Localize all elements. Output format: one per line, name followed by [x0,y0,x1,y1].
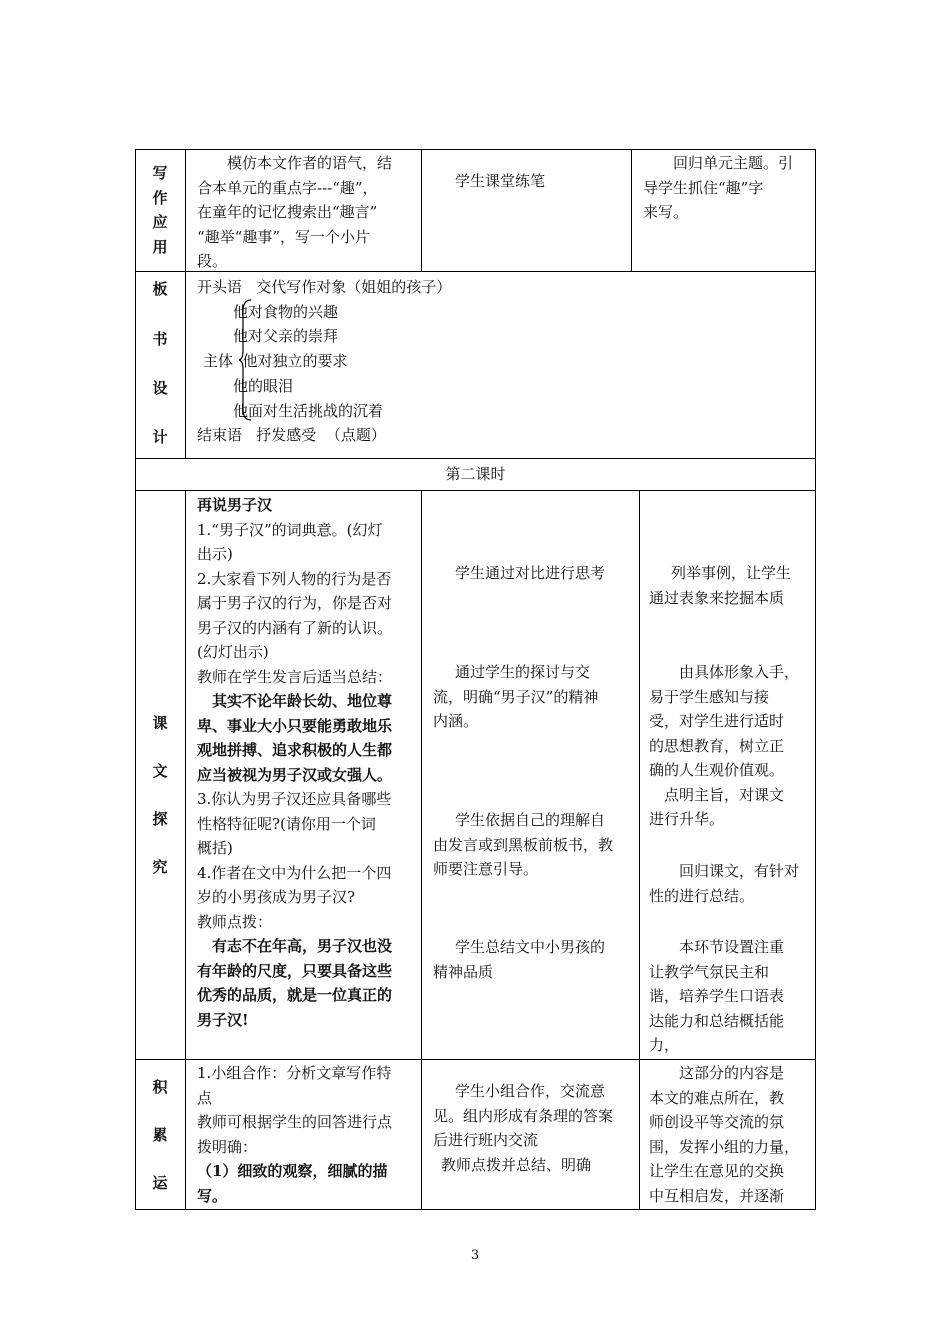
explore-content [197,493,419,1032]
text-line: 见。组内形成有条理的答案 [433,1106,614,1125]
text-line: 学生通过对比进行思考 [455,564,606,582]
board-line: 主体 他对独立的要求 [203,352,348,371]
text-line: 男子汉的内涵有了新的认识。 [197,618,393,637]
board-line: 他面对生活挑战的沉着 [233,401,384,420]
label-char: 用 [152,237,168,256]
text-line: 学生小组合作，交流意 [455,1082,606,1100]
table-border-bottom [135,1209,816,1210]
text-line: (幻灯出示) [197,643,269,661]
page-number: 3 [470,1248,480,1263]
text-line: 教师点拨： [197,912,273,931]
text-line: 2.大家看下列人物的行为是否 [197,569,392,588]
text-line: 通过学生的探讨与交 [455,663,591,681]
text-line: 4.作者在文中为什么把一个四 [197,863,392,882]
bold-line: 应当被视为男子汉或女强人。 [197,765,393,784]
text-line: 合本单元的重点字---“趣”， [197,178,378,197]
text-line: 教师点拨并总结、明确 [441,1155,592,1174]
text-line: 内涵。 [433,712,479,730]
label-char: 作 [152,188,168,207]
table-border-top [135,149,816,150]
col-divider [185,490,186,1210]
heading-text: 第二课时 [445,465,506,483]
text-line: 来写。 [643,203,689,221]
writing-student [455,169,545,194]
board-line: 他对父亲的崇拜 [233,327,339,346]
row-label-accumulate [145,1075,175,1195]
text-line: 教师在学生发言后适当总结： [197,667,393,686]
text-line: “趣举“趣事”，写一个小片 [197,227,371,246]
bold-line: 有年龄的尺度，只要具备这些 [197,961,393,980]
text-line: 学生总结文中小男孩的 [455,938,606,956]
text-line: 属于男子汉的行为，你是否对 [197,594,393,612]
text-line: 谐，培养学生口语表 [649,987,785,1005]
explore-design-1 [649,561,813,610]
text-line: 受，对学生进行适时 [649,712,785,730]
text-line: 回归单元主题。引 [673,154,794,172]
label-char: 探 [152,810,168,828]
row-label-explore [145,711,175,879]
label-char: 书 [152,330,168,348]
section-title: 再说男子汉 [197,496,273,514]
explore-student-3 [433,808,637,882]
row-label-board [145,277,175,450]
text-line: 流，明确“男子汉”的精神 [433,687,599,706]
text-line: 师创设平等交流的氛 [649,1113,785,1131]
bold-line: 卑、事业大小只要能勇敢地乐 [197,716,393,735]
text-line: 在童年的记忆搜索出“趣言” [197,203,378,221]
text-line: 由具体形象入手， [679,663,800,681]
text-line: 达能力和总结概括能 [649,1011,785,1030]
label-char: 设 [152,379,168,397]
col-divider [631,149,632,271]
text-line: 围，发挥小组的力量， [649,1137,800,1156]
explore-design-2 [649,660,813,832]
text-line: 列举事例，让学生 [671,564,792,582]
bold-line: 优秀的品质，就是一位真正的 [197,986,393,1004]
text-line: 后进行班内交流 [433,1131,539,1149]
text-line: 回归课文，有针对 [679,862,800,880]
text-line: 学生依据自己的理解自 [455,811,606,829]
text-line: 性的进行总结。 [649,886,755,905]
text-line: 力， [649,1036,680,1054]
brace-icon [239,299,253,421]
explore-student-4 [433,935,637,984]
text-line: 本文的难点所在，教 [649,1088,785,1107]
writing-design [643,151,813,225]
text-line: 精神品质 [433,962,494,981]
explore-student-2 [433,660,637,734]
label-char: 积 [152,1078,168,1096]
bold-line: 有志不在年高，男子汉也没 [212,937,393,955]
col-divider [421,149,422,271]
board-line: 他的眼泪 [233,376,294,395]
board-line: 他对食物的兴趣 [233,302,339,321]
label-char: 究 [152,858,168,876]
board-line: 开头语 交代写作对象（姐姐的孩子） [197,278,452,296]
col-divider [639,490,640,1210]
label-char: 计 [152,428,168,446]
bold-line: 观地拼搏、追求积极的人生都 [197,741,393,759]
text-line: 段。 [197,252,228,270]
text-line: 易于学生感知与接 [649,687,770,706]
col-divider [185,149,186,458]
text-line: 3.你认为男子汉还应具备哪些 [197,790,392,808]
label-char: 文 [152,762,168,780]
text-line: 学生课堂练笔 [455,172,546,190]
label-char: 应 [152,213,168,231]
bold-line: 其实不论年龄长幼、地位尊 [212,692,393,710]
text-line: 1.“男子汉”的词典意。(幻灯 [197,520,383,539]
board-line: 结束语 抒发感受 （点题） [197,426,386,445]
writing-content [197,151,419,274]
text-line: 通过表象来挖掘本质 [649,588,785,607]
text-line: 师要注意引导。 [433,860,539,878]
text-line: 出示) [197,545,233,563]
bold-line: （1）细致的观察，细腻的描 [197,1162,388,1180]
text-line: 由发言或到黑板前板书，教 [433,835,614,854]
row-divider [135,1059,816,1060]
text-line: 1.小组合作：分析文章写作特 [197,1064,392,1082]
text-line: 拨明确： [197,1137,258,1156]
text-line: 进行升华。 [649,810,725,828]
col-divider [421,490,422,1210]
lesson-plan-table [135,149,816,1210]
text-line: 概括) [197,839,233,857]
accumulate-student [433,1079,637,1177]
label-char: 运 [152,1174,168,1192]
explore-student [433,561,637,586]
row-label-writing [145,161,175,259]
explore-design-5 [649,935,813,1058]
bold-line: 写。 [197,1186,228,1205]
table-border-left [135,149,136,1210]
label-char: 板 [152,280,168,298]
table-border-right [815,149,816,1210]
bold-line: 男子汉! [197,1010,249,1029]
accumulate-content [197,1061,419,1208]
explore-design-4 [649,859,813,908]
board-design [197,275,617,448]
text-line: 让学生在意见的交换 [649,1162,785,1180]
text-line: 中互相启发，并逐渐 [649,1186,785,1205]
label-char: 累 [152,1126,168,1144]
text-line: 点 [197,1088,213,1107]
text-line: 性格特征呢?(请你用一个词 [197,814,376,833]
label-char: 课 [152,714,168,732]
text-line: 让教学气氛民主和 [649,962,770,981]
text-line: 教师可根据学生的回答进行点 [197,1113,393,1131]
second-lesson-heading [135,462,816,487]
text-line: 确的人生观价值观。 [649,761,785,779]
text-line: 模仿本文作者的语气，结 [227,154,393,172]
accumulate-design [649,1061,813,1208]
text-line: 岁的小男孩成为男子汉? [197,888,356,906]
row-divider [135,458,816,459]
text-line: 的思想教育，树立正 [649,736,785,755]
row-divider [135,490,816,491]
text-line: 点明主旨，对课文 [664,785,785,804]
text-line: 这部分的内容是 [679,1064,785,1082]
text-line: 本环节设置注重 [679,938,785,956]
label-char: 写 [152,164,168,182]
text-line: 导学生抓住“趣”字 [643,178,764,197]
